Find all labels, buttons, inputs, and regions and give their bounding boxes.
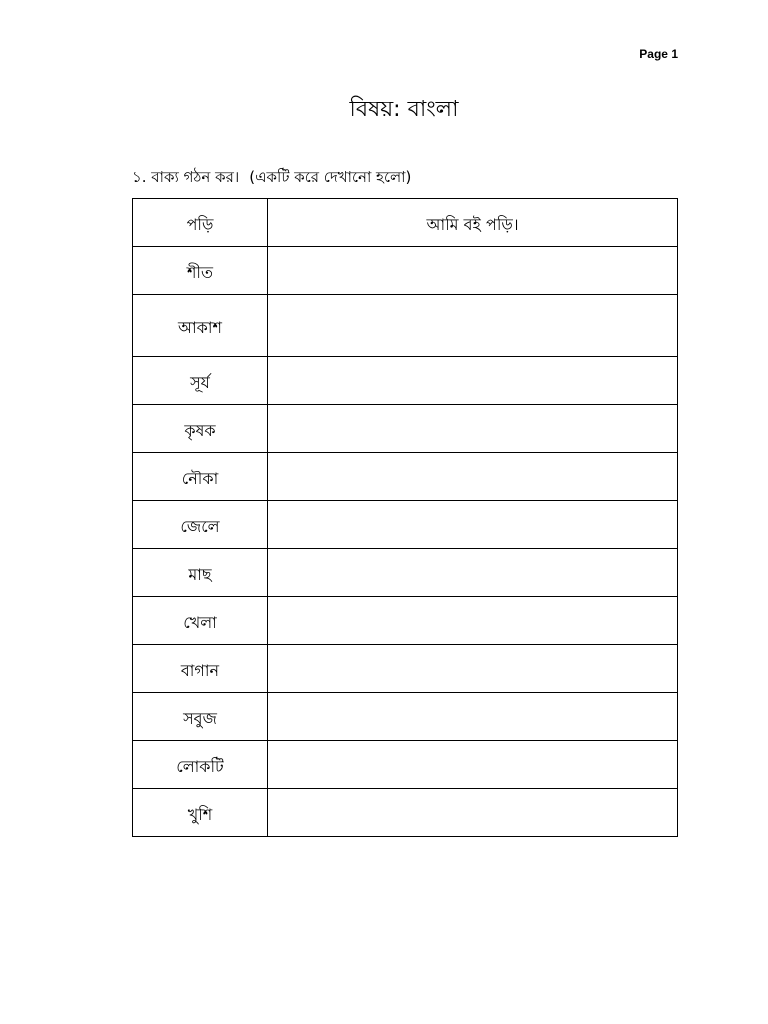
- sentence-cell: [268, 357, 678, 405]
- table-row: [133, 453, 678, 501]
- table-row: [133, 645, 678, 693]
- table-row: [133, 741, 678, 789]
- instruction: [132, 166, 411, 191]
- word-cell: পড়ি: [133, 199, 268, 247]
- sentence-cell: [268, 295, 678, 357]
- word-cell: জেলে: [133, 501, 268, 549]
- table-row: [133, 247, 678, 295]
- table-row: [133, 549, 678, 597]
- word-cell: নৌকা: [133, 453, 268, 501]
- sentence-cell: [268, 453, 678, 501]
- sentence-cell: [268, 645, 678, 693]
- table-row: [133, 597, 678, 645]
- sentence-cell: [268, 247, 678, 295]
- worksheet-title: বিষয়: বাংলা: [349, 97, 459, 122]
- word-cell: শীত: [133, 247, 268, 295]
- instruction-text: ১. বাক্য গঠন কর।: [132, 168, 240, 186]
- sentence-cell: [268, 501, 678, 549]
- word-cell: বাগান: [133, 645, 268, 693]
- sentence-cell: আমি বই পড়ি।: [268, 199, 678, 247]
- word-cell: খেলা: [133, 597, 268, 645]
- sentence-cell: [268, 597, 678, 645]
- word-cell: লোকটি: [133, 741, 268, 789]
- table-row: [133, 357, 678, 405]
- table-row: [133, 693, 678, 741]
- sentence-table: [132, 198, 678, 837]
- page-number: Page 1: [639, 47, 678, 61]
- table-row: [133, 789, 678, 837]
- table-row: [133, 405, 678, 453]
- word-cell: কৃষক: [133, 405, 268, 453]
- sentence-cell: [268, 693, 678, 741]
- word-cell: আকাশ: [133, 295, 268, 357]
- sentence-cell: [268, 549, 678, 597]
- word-cell: খুশি: [133, 789, 268, 837]
- sentence-cell: [268, 789, 678, 837]
- sentence-cell: [268, 741, 678, 789]
- word-cell: সবুজ: [133, 693, 268, 741]
- table-row: [133, 295, 678, 357]
- instruction-note: (একটি করে দেখানো হলো): [249, 168, 412, 186]
- table-row: [133, 199, 678, 247]
- word-cell: সূর্য: [133, 357, 268, 405]
- word-cell: মাছ: [133, 549, 268, 597]
- table-row: [133, 501, 678, 549]
- sentence-cell: [268, 405, 678, 453]
